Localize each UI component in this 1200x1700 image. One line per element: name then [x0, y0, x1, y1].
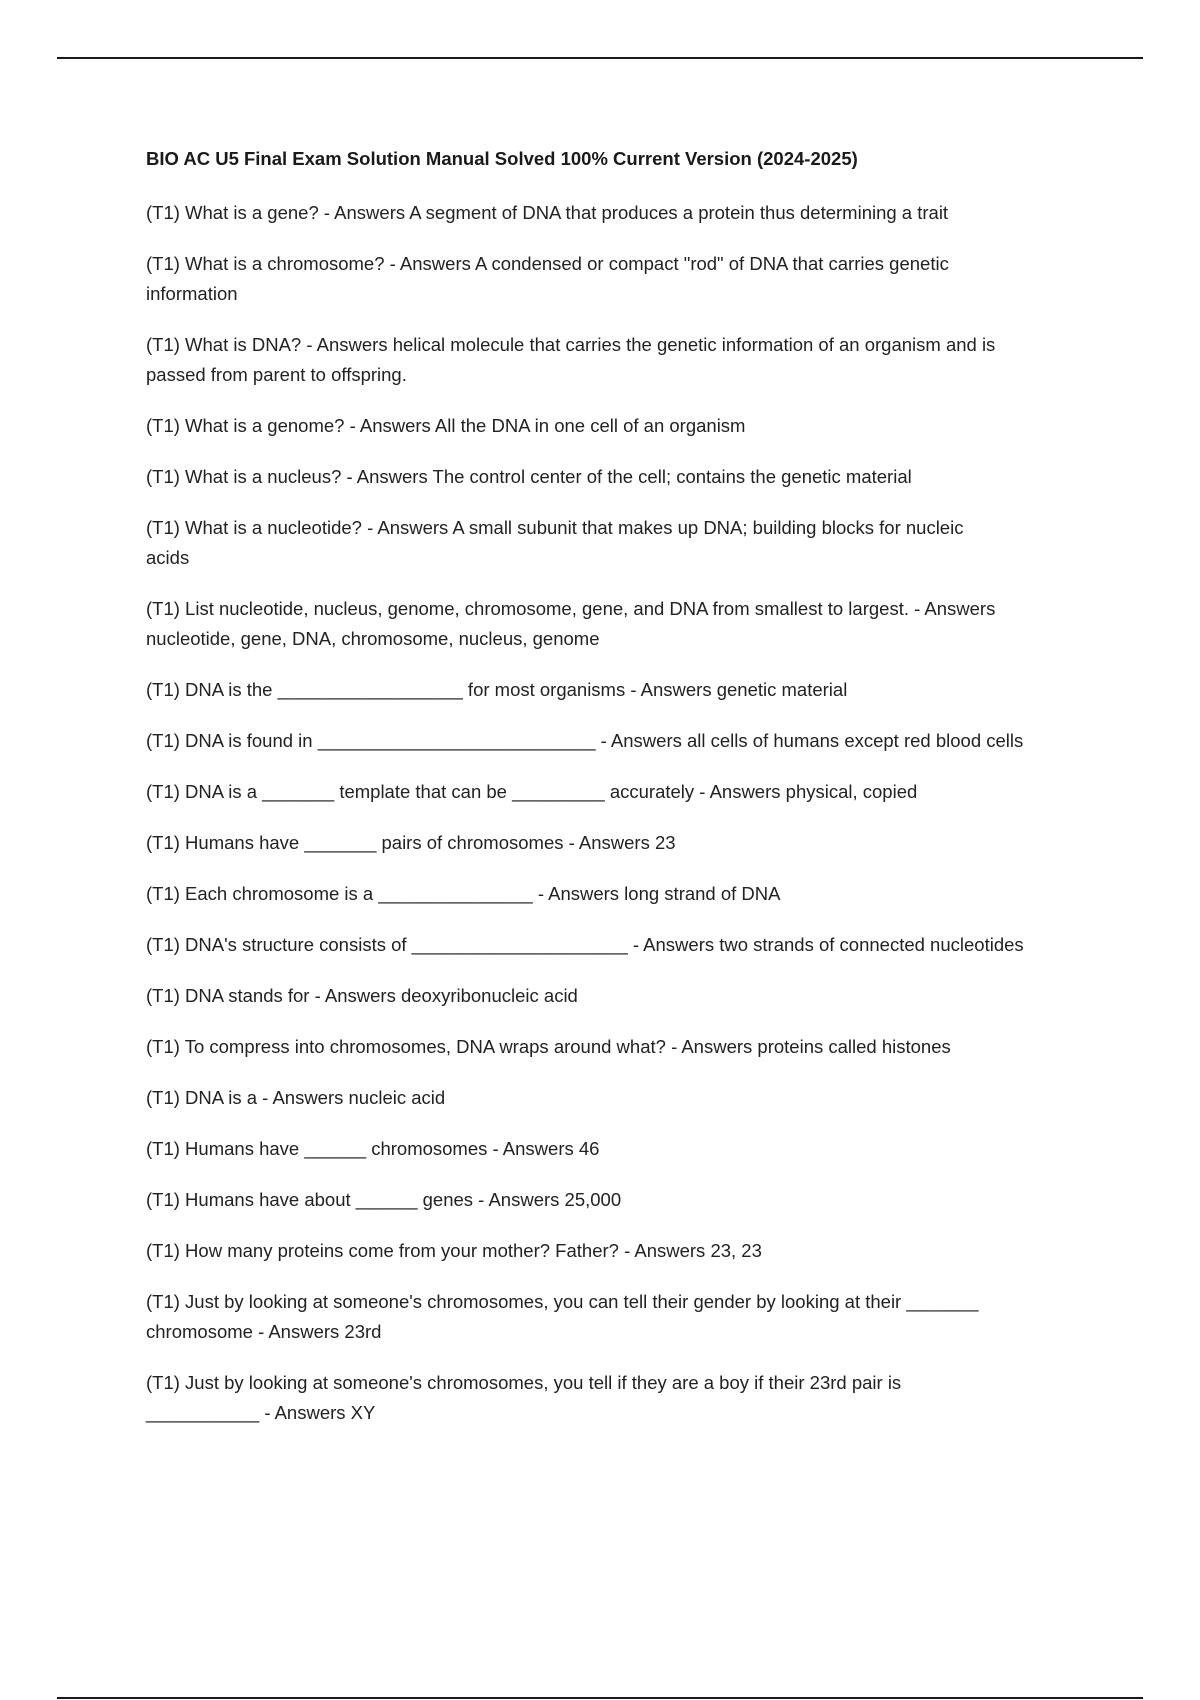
qa-item: (T1) List nucleotide, nucleus, genome, chromosome, gene, and DNA from smallest to largest. - Answers nucleotide, gene, DNA, chromosome, nucleus, genome [146, 598, 996, 649]
qa-item: (T1) DNA is the __________________ for most organisms - Answers genetic material [146, 679, 848, 700]
qa-item: (T1) Humans have ______ chromosomes - Answers 46 [146, 1138, 600, 1159]
top-rule [57, 57, 1143, 59]
qa-item: (T1) Just by looking at someone's chromosomes, you can tell their gender by looking at their _______ chromosome - Answers 23rd [146, 1291, 979, 1342]
bottom-rule [57, 1697, 1143, 1699]
qa-item: (T1) How many proteins come from your mother? Father? - Answers 23, 23 [146, 1240, 762, 1261]
qa-item: (T1) What is a chromosome? - Answers A condensed or compact "rod" of DNA that carries genetic information [146, 253, 949, 304]
document-title: BIO AC U5 Final Exam Solution Manual Solved 100% Current Version (2024-2025) [146, 148, 858, 169]
qa-item: (T1) DNA stands for - Answers deoxyribonucleic acid [146, 985, 578, 1006]
qa-item: (T1) What is DNA? - Answers helical molecule that carries the genetic information of an organism and is passed from parent to offspring. [146, 334, 996, 385]
qa-item: (T1) To compress into chromosomes, DNA wraps around what? - Answers proteins called histones [146, 1036, 951, 1057]
qa-item: (T1) What is a nucleotide? - Answers A small subunit that makes up DNA; building blocks for nucleic acids [146, 517, 964, 568]
qa-item: (T1) Just by looking at someone's chromosomes, you tell if they are a boy if their 23rd pair is ___________ - Answers XY [146, 1372, 902, 1423]
qa-item: (T1) DNA is found in ___________________________ - Answers all cells of humans except red blood cells [146, 730, 1024, 751]
qa-item: (T1) Humans have _______ pairs of chromosomes - Answers 23 [146, 832, 676, 853]
qa-item: (T1) What is a gene? - Answers A segment of DNA that produces a protein thus determining a trait [146, 202, 949, 223]
qa-item: (T1) What is a nucleus? - Answers The control center of the cell; contains the genetic material [146, 466, 912, 487]
document-body [146, 147, 1086, 1449]
qa-item: (T1) DNA is a - Answers nucleic acid [146, 1087, 446, 1108]
qa-item: (T1) DNA is a _______ template that can be _________ accurately - Answers physical, copied [146, 781, 918, 802]
qa-item: (T1) Humans have about ______ genes - Answers 25,000 [146, 1189, 622, 1210]
qa-item: (T1) What is a genome? - Answers All the DNA in one cell of an organism [146, 415, 746, 436]
qa-item: (T1) DNA's structure consists of _____________________ - Answers two strands of connected nucleotides [146, 934, 1024, 955]
qa-item: (T1) Each chromosome is a _______________ - Answers long strand of DNA [146, 883, 781, 904]
